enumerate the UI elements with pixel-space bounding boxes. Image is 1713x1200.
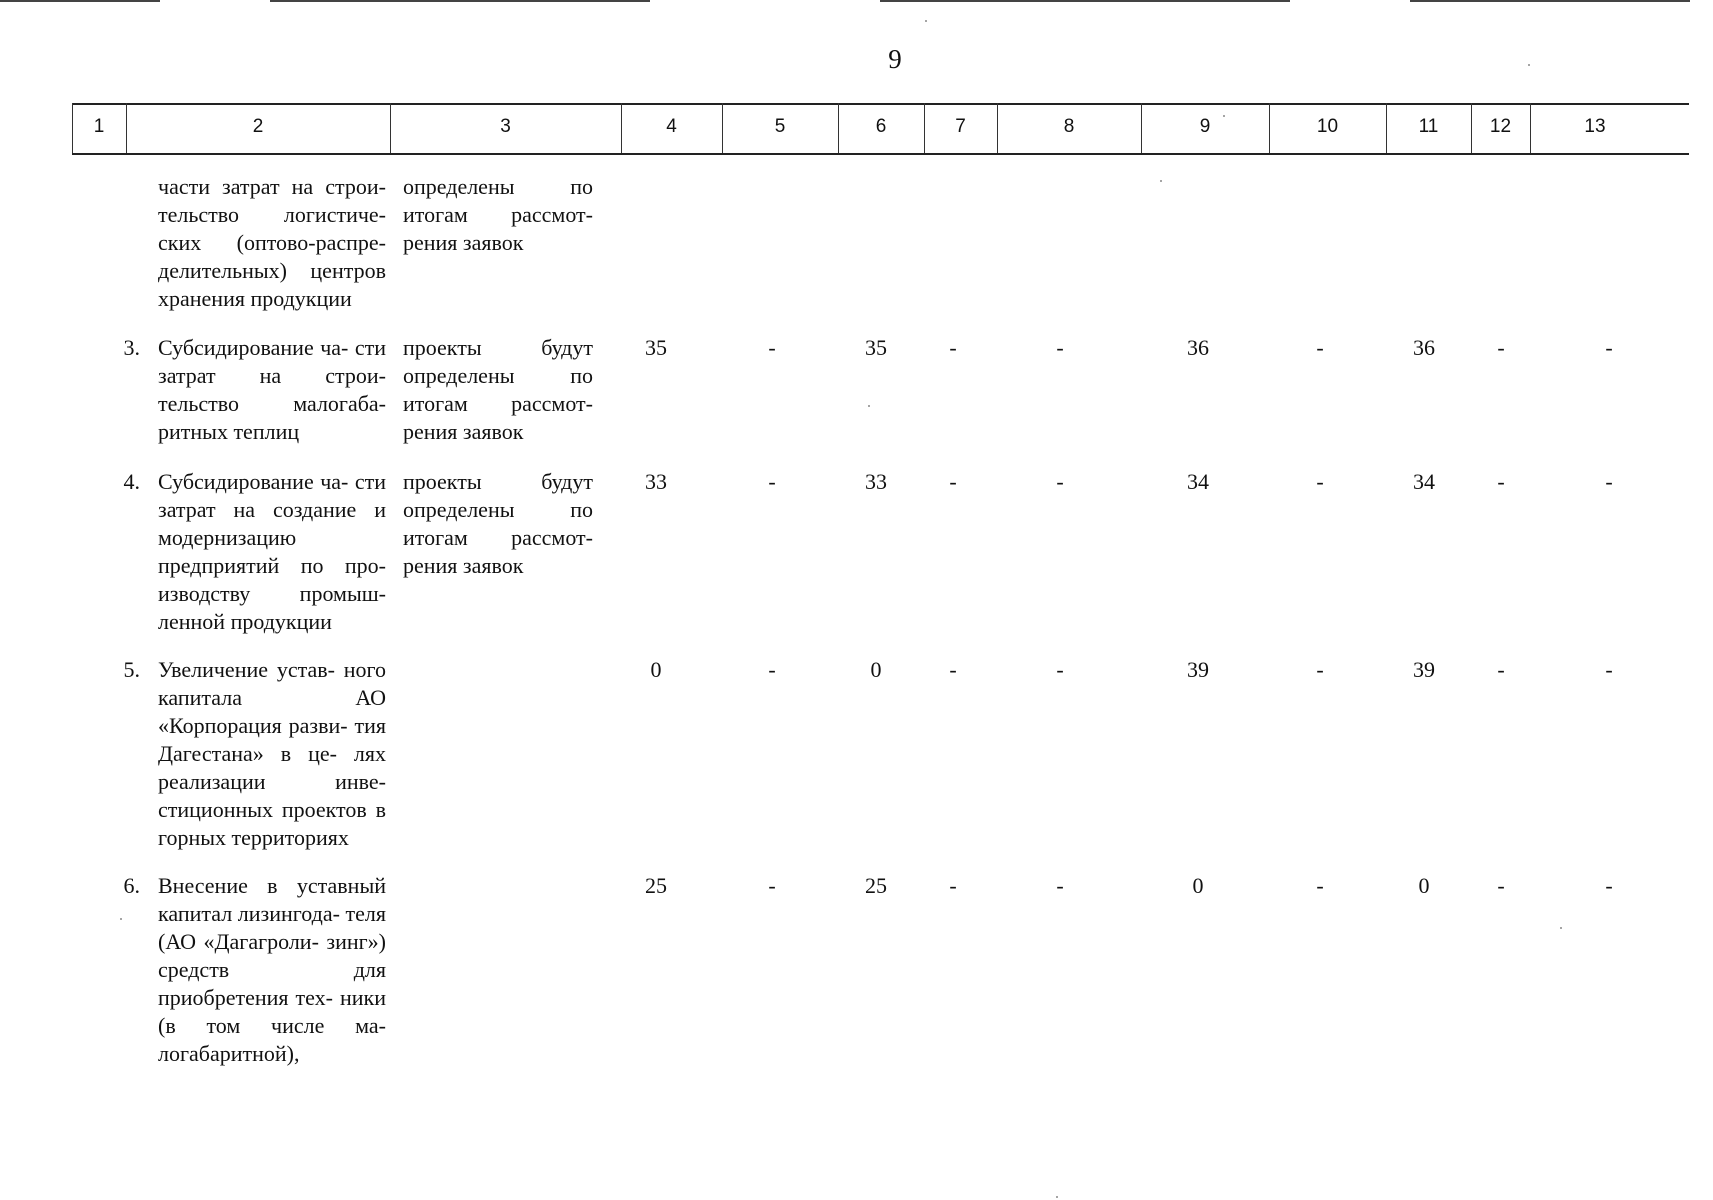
scan-speck — [120, 918, 122, 920]
cell-col11: 0 — [1418, 873, 1430, 898]
column-header: 7 — [955, 116, 966, 137]
row-description: Субсидирование ча- сти затрат на создание и модернизацию предприятий по про- изводству промыш- ленной продукции — [158, 469, 386, 634]
cell-col9: 0 — [1192, 873, 1204, 898]
row-number: 6. — [123, 873, 140, 898]
table-header-bottom-rule — [72, 153, 1689, 155]
row-number: 5. — [123, 657, 140, 682]
cell-col7: - — [949, 873, 957, 898]
column-header: 12 — [1489, 116, 1512, 137]
cell-col5: - — [768, 657, 776, 682]
cell-col12: - — [1497, 335, 1505, 360]
cell-col4: 33 — [645, 469, 667, 494]
cell-col12: - — [1497, 873, 1505, 898]
scan-edge-line — [0, 0, 160, 2]
scan-speck — [925, 20, 927, 22]
cell-col10: - — [1316, 873, 1324, 898]
column-header: 1 — [93, 116, 105, 137]
cell-col13: - — [1605, 469, 1613, 494]
cell-col12: - — [1497, 657, 1505, 682]
column-header: 8 — [1063, 116, 1075, 137]
scan-speck — [1560, 927, 1562, 929]
column-header: 2 — [252, 116, 264, 137]
cell-col6: 33 — [865, 469, 887, 494]
cell-col11: 34 — [1413, 469, 1435, 494]
cell-col9: 36 — [1187, 335, 1209, 360]
cell-col8: - — [1056, 657, 1064, 682]
cell-col5: - — [768, 873, 776, 898]
row-description: Увеличение устав- ного капитала АО «Корпорация разви- тия Дагестана» в це- лях реализации инве- стиционных проектов в горных территориях — [158, 657, 386, 850]
cell-col10: - — [1316, 469, 1324, 494]
cell-col8: - — [1056, 335, 1064, 360]
cell-col5: - — [768, 469, 776, 494]
row-description: части затрат на строи- тельство логистиче- ских (оптово-распре- делительных) центров хранения продукции — [158, 174, 386, 311]
column-header: 3 — [500, 116, 511, 137]
row-condition: определены по итогам рассмот- рения заявок — [403, 174, 593, 255]
cell-col7: - — [949, 657, 957, 682]
column-header: 5 — [774, 116, 786, 137]
column-header: 10 — [1316, 116, 1339, 137]
column-header: 9 — [1199, 116, 1211, 137]
cell-col12: - — [1497, 469, 1505, 494]
row-number: 4. — [123, 469, 140, 494]
column-header: 4 — [666, 116, 677, 137]
row-condition: проекты будут определены по итогам рассмот- рения заявок — [403, 335, 593, 444]
cell-col6: 0 — [870, 657, 882, 682]
table-header-top-rule — [72, 103, 1689, 105]
cell-col5: - — [768, 335, 776, 360]
cell-col8: - — [1056, 873, 1064, 898]
cell-col13: - — [1605, 335, 1613, 360]
column-header: 6 — [875, 116, 887, 137]
cell-col9: 34 — [1187, 469, 1209, 494]
scan-speck — [1056, 1196, 1058, 1198]
cell-col8: - — [1056, 469, 1064, 494]
row-description: Внесение в уставный капитал лизингода- теля (АО «Дагагроли- зинг») средств для приобретения тех- ники (в том числе ма- логабаритной), — [158, 873, 386, 1066]
page-number: 9 — [888, 44, 902, 74]
cell-col10: - — [1316, 335, 1324, 360]
cell-col7: - — [949, 469, 957, 494]
cell-col6: 35 — [865, 335, 887, 360]
column-header: 11 — [1418, 116, 1439, 137]
scan-edge-line — [270, 0, 650, 2]
cell-col4: 35 — [645, 335, 667, 360]
cell-col11: 39 — [1413, 657, 1435, 682]
cell-col4: 25 — [645, 873, 667, 898]
cell-col6: 25 — [865, 873, 887, 898]
cell-col4: 0 — [650, 657, 662, 682]
row-description: Субсидирование ча- сти затрат на строи- тельство малогаба- ритных теплиц — [158, 335, 386, 444]
row-condition: проекты будут определены по итогам рассмот- рения заявок — [403, 469, 593, 578]
scan-edge-line — [880, 0, 1290, 2]
cell-col11: 36 — [1413, 335, 1435, 360]
scan-speck — [1160, 180, 1162, 182]
cell-col13: - — [1605, 657, 1613, 682]
scan-speck — [868, 405, 870, 407]
cell-col13: - — [1605, 873, 1613, 898]
scan-speck — [1528, 64, 1530, 66]
cell-col9: 39 — [1187, 657, 1209, 682]
column-header: 13 — [1584, 116, 1606, 137]
scan-edge-line — [1410, 0, 1690, 2]
scan-speck — [1223, 115, 1225, 117]
row-number: 3. — [123, 335, 140, 360]
cell-col7: - — [949, 335, 957, 360]
cell-col10: - — [1316, 657, 1324, 682]
